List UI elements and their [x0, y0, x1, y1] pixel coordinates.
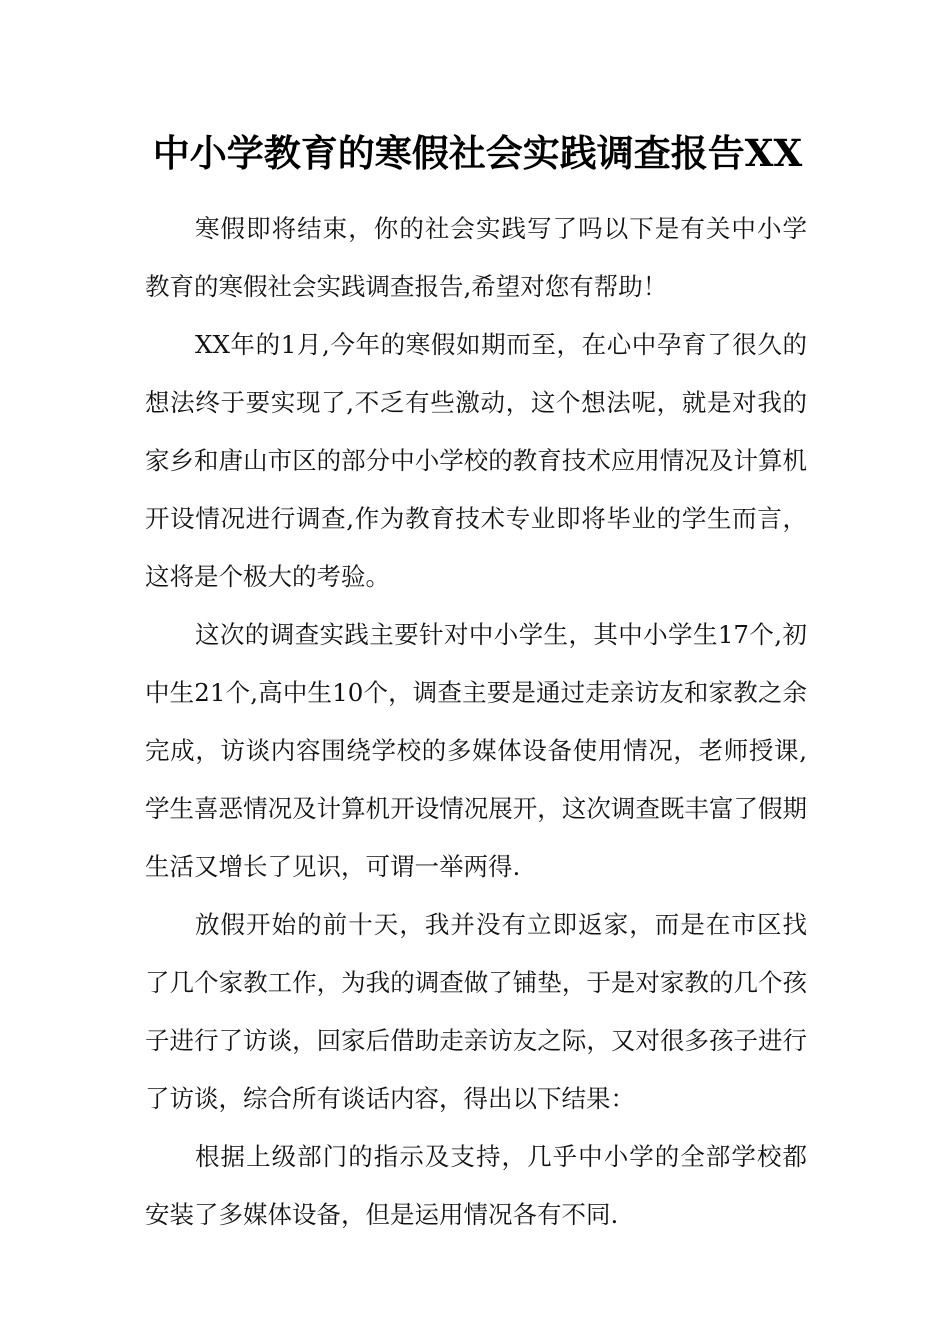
paragraph-interviews: 放假开始的前十天，我并没有立即返家，而是在市区找了几个家教工作，为我的调查做了铺垫，于是对家教的几个孩子进行了访谈，回家后借助走亲访友之际，又对很多孩子进行了访谈，综合所有谈话内容，得出以下结果：: [145, 910, 807, 1113]
paragraph-survey-scope: 这次的调查实践主要针对中小学生，其中小学生17个,初中生21个,高中生10个，调查主要是通过走亲访友和家教之余完成，访谈内容围绕学校的多媒体设备使用情况，老师授课,学生喜恶情况及计算机开设情况展开，这次调查既丰富了假期生活又增长了见识，可谓一举两得.: [145, 620, 807, 881]
document-title: 中小学教育的寒假社会实践调查报告XX: [152, 131, 803, 175]
document-body: [145, 200, 807, 1244]
paragraph-intro: 寒假即将结束，你的社会实践写了吗以下是有关中小学教育的寒假社会实践调查报告,希望对您有帮助！: [145, 214, 807, 301]
paragraph-background: XX年的1月,今年的寒假如期而至，在心中孕育了很久的想法终于要实现了,不乏有些激动，这个想法呢，就是对我的家乡和唐山市区的部分中小学校的教育技术应用情况及计算机开设情况进行调查,作为教育技术专业即将毕业的学生而言，这将是个极大的考验。: [145, 330, 807, 591]
paragraph-results: 根据上级部门的指示及支持，几乎中小学的全部学校都安装了多媒体设备，但是运用情况各有不同.: [145, 1142, 807, 1229]
